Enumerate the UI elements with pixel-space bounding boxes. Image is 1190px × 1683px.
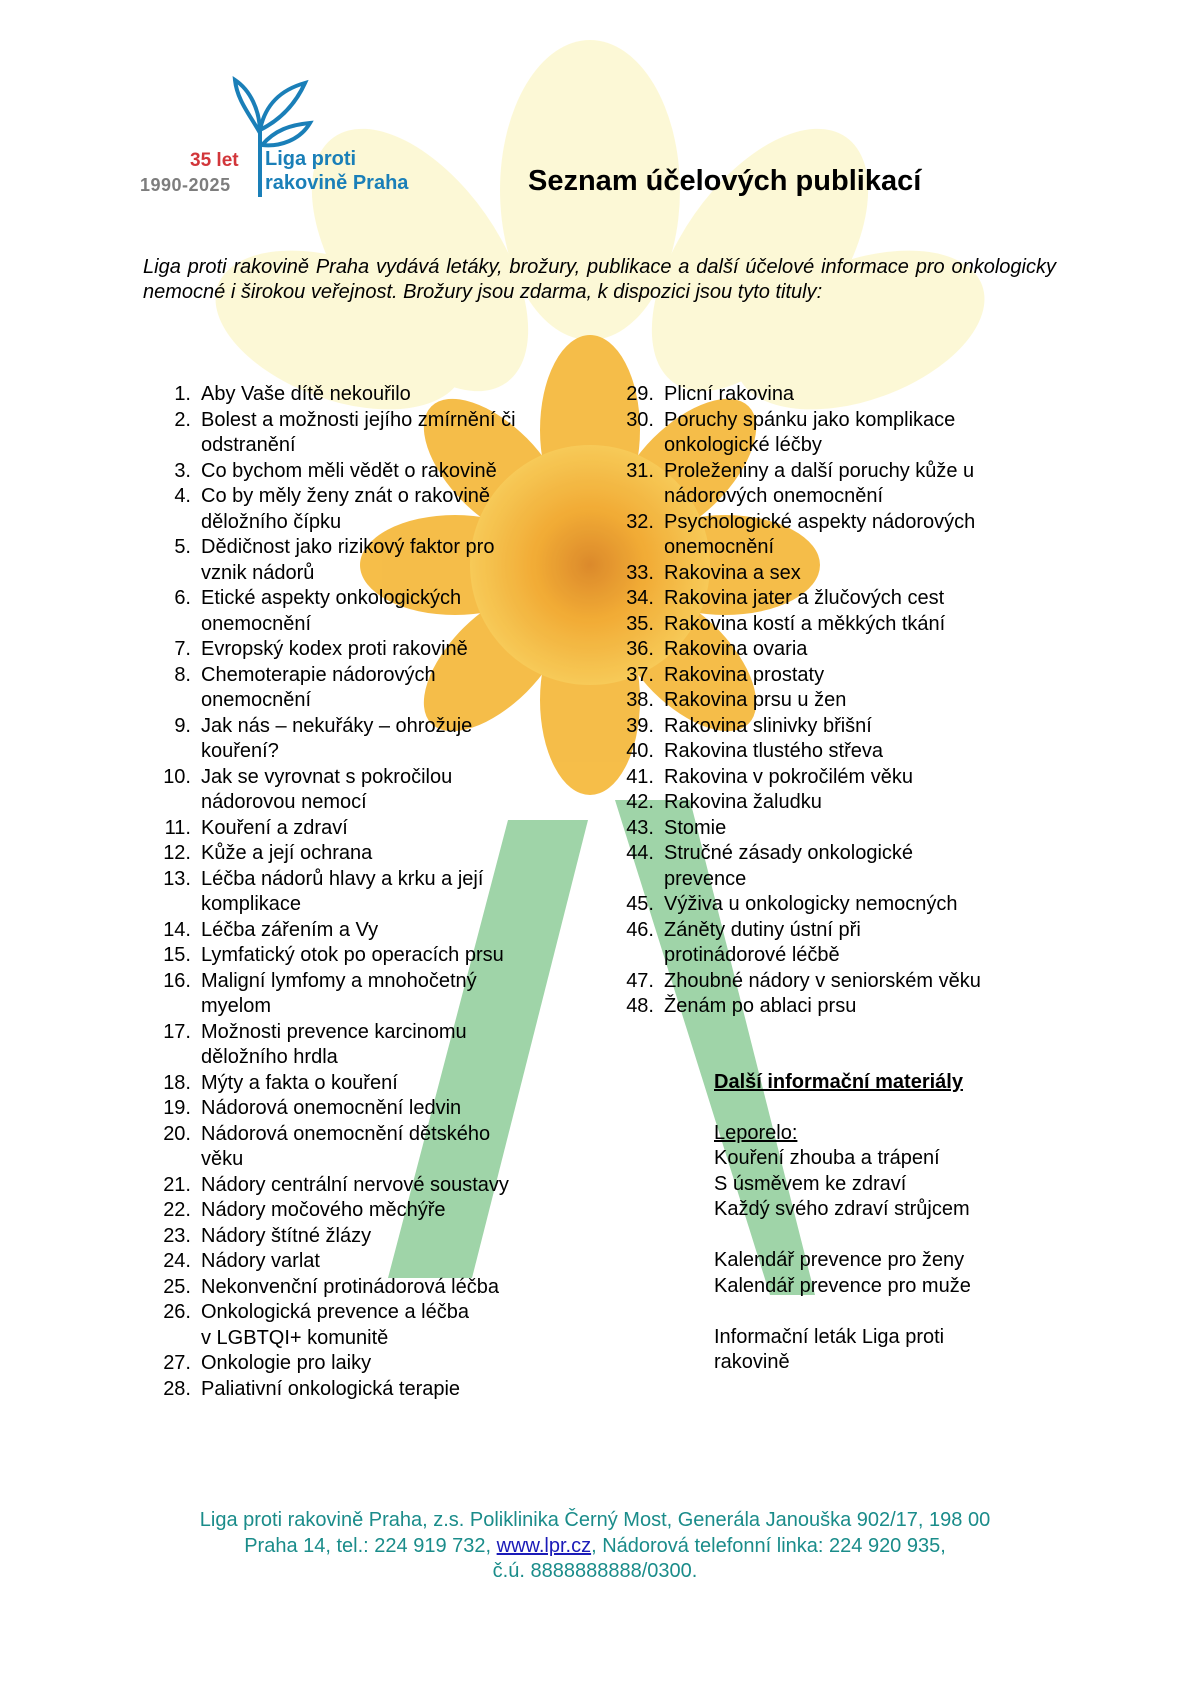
item-title: Nádory centrální nervové soustavy xyxy=(201,1173,509,1196)
item-title: Zhoubné nádory v seniorském věku xyxy=(664,969,981,992)
list-item xyxy=(611,663,981,689)
item-title: Evropský kodex proti rakovině xyxy=(201,638,468,660)
item-number: 23. xyxy=(163,1224,191,1247)
item-title: Výživa u onkologicky nemocných xyxy=(664,893,958,915)
list-item xyxy=(611,994,981,1020)
item-title: Rakovina žaludku xyxy=(664,791,822,813)
list-item xyxy=(611,765,981,791)
item-title: Proleženiny a další poruchy kůže u nádorových onemocnění xyxy=(664,459,975,507)
item-number: 22. xyxy=(163,1199,191,1221)
item-number: 20. xyxy=(163,1122,191,1145)
list-item xyxy=(611,969,981,995)
list-item xyxy=(148,408,516,459)
item-number: 12. xyxy=(163,842,191,864)
calendar-item: Kalendář prevence pro muže xyxy=(714,1274,971,1297)
item-title: Kouření a zdraví xyxy=(201,816,348,839)
list-item xyxy=(148,637,516,663)
list-item xyxy=(611,790,981,816)
item-title: Aby Vaše dítě nekouřilo xyxy=(201,383,411,405)
footer xyxy=(100,1508,1090,1585)
item-title: Nádory močového měchýře xyxy=(201,1199,446,1221)
list-item xyxy=(611,714,981,740)
list-item xyxy=(148,1173,516,1199)
item-title: Ženám po ablaci prsu xyxy=(664,995,857,1017)
list-item xyxy=(148,1300,516,1351)
item-number: 39. xyxy=(626,714,654,737)
item-number: 31. xyxy=(626,459,654,482)
item-number: 40. xyxy=(626,740,654,762)
item-title: Rakovina prsu u žen xyxy=(664,689,847,711)
leaflet-item: Informační leták Liga proti rakovině xyxy=(714,1325,945,1373)
item-number: 19. xyxy=(163,1097,191,1119)
item-title: Rakovina prostaty xyxy=(664,663,825,686)
list-item xyxy=(611,637,981,663)
item-number: 8. xyxy=(174,663,191,686)
calendar-item: Kalendář prevence pro ženy xyxy=(714,1249,965,1271)
item-number: 15. xyxy=(163,944,191,966)
list-item xyxy=(148,816,516,842)
item-title: Kůže a její ochrana xyxy=(201,842,373,864)
footer-contact xyxy=(100,1534,1090,1560)
anniversary-label: 35 let xyxy=(190,150,239,171)
item-number: 34. xyxy=(626,587,654,609)
item-title: Rakovina slinivky břišní xyxy=(664,714,872,737)
item-title: Léčba zářením a Vy xyxy=(201,918,379,941)
item-number: 17. xyxy=(163,1020,191,1043)
list-item xyxy=(611,816,981,842)
item-number: 6. xyxy=(174,587,191,609)
other-materials xyxy=(714,1070,971,1376)
item-number: 32. xyxy=(626,510,654,533)
list-item xyxy=(611,459,981,510)
item-number: 36. xyxy=(626,638,654,660)
item-number: 16. xyxy=(163,969,191,992)
item-title: Nádorová onemocnění ledvin xyxy=(201,1097,462,1119)
item-title: Dědičnost jako rizikový faktor pro vznik nádorů xyxy=(201,536,495,584)
leporelo-item: S úsměvem ke zdraví xyxy=(714,1172,907,1195)
list-item xyxy=(148,1249,516,1275)
item-title: Mýty a fakta o kouření xyxy=(201,1071,398,1094)
item-number: 10. xyxy=(163,765,191,788)
leporelo-item: Kouření zhouba a trápení xyxy=(714,1147,940,1169)
list-item xyxy=(148,943,516,969)
publication-list-left xyxy=(148,382,516,1402)
footer-account: č.ú. 8888888888/0300. xyxy=(492,1560,698,1582)
list-item xyxy=(148,382,516,408)
item-title: Nádorová onemocnění dětského věku xyxy=(201,1122,491,1170)
item-title: Paliativní onkologická terapie xyxy=(201,1377,461,1400)
item-title: Rakovina ovaria xyxy=(664,638,808,660)
list-item xyxy=(611,918,981,969)
publication-list-right xyxy=(611,382,981,1020)
item-title: Jak se vyrovnat s pokročilou nádorovou nemocí xyxy=(201,765,453,813)
list-item xyxy=(148,867,516,918)
list-item xyxy=(148,1351,516,1377)
item-number: 3. xyxy=(174,459,191,482)
item-number: 38. xyxy=(626,689,654,711)
item-number: 42. xyxy=(626,791,654,813)
list-item xyxy=(148,663,516,714)
item-number: 13. xyxy=(163,867,191,890)
list-item xyxy=(148,459,516,485)
list-item xyxy=(611,561,981,587)
list-item xyxy=(148,586,516,637)
list-item xyxy=(148,1020,516,1071)
item-title: Poruchy spánku jako komplikace onkologické léčby xyxy=(664,408,956,456)
item-title: Maligní lymfomy a mnohočetný myelom xyxy=(201,969,477,1017)
item-title: Co bychom měli vědět o rakovině xyxy=(201,459,497,482)
list-item xyxy=(148,765,516,816)
list-item xyxy=(148,969,516,1020)
item-number: 45. xyxy=(626,893,654,915)
item-number: 44. xyxy=(626,842,654,864)
list-item xyxy=(611,408,981,459)
item-title: Onkologie pro laiky xyxy=(201,1352,372,1374)
list-item xyxy=(611,586,981,612)
item-number: 46. xyxy=(626,918,654,941)
list-item xyxy=(611,612,981,638)
item-title: Co by měly ženy znát o rakovině děložního čípku xyxy=(201,485,491,533)
list-item xyxy=(148,1122,516,1173)
other-materials-heading: Další informační materiály xyxy=(714,1071,963,1093)
item-title: Jak nás – nekuřáky – ohrožuje kouření? xyxy=(201,714,473,762)
item-number: 37. xyxy=(626,663,654,686)
item-title: Stomie xyxy=(664,816,727,839)
item-number: 33. xyxy=(626,561,654,584)
list-item xyxy=(148,841,516,867)
item-title: Onkologická prevence a léčba v LGBTQI+ komunitě xyxy=(201,1301,469,1349)
leporelo-item: Každý svého zdraví strůjcem xyxy=(714,1198,970,1220)
logo-divider xyxy=(258,147,262,197)
item-number: 2. xyxy=(174,408,191,431)
list-item xyxy=(148,1071,516,1097)
item-number: 21. xyxy=(163,1173,191,1196)
intro-text: Liga proti rakovině Praha vydává letáky, brožury, publikace a další účelové informace pro onkologicky nemocné i širokou veřejnost. Brožury jsou zdarma, k dispozici jsou tyto tituly: xyxy=(143,256,1056,303)
item-title: Rakovina a sex xyxy=(664,561,801,584)
item-number: 47. xyxy=(626,969,654,992)
item-number: 27. xyxy=(163,1352,191,1374)
list-item xyxy=(611,382,981,408)
item-title: Bolest a možnosti jejího zmírnění či odstranění xyxy=(201,408,516,456)
item-number: 24. xyxy=(163,1250,191,1272)
item-number: 41. xyxy=(626,765,654,788)
item-number: 35. xyxy=(626,612,654,635)
item-title: Nádory štítné žlázy xyxy=(201,1224,372,1247)
list-item xyxy=(148,1096,516,1122)
organization-name: Liga proti rakovině Praha xyxy=(265,148,409,194)
list-item xyxy=(148,918,516,944)
item-title: Záněty dutiny ústní při protinádorové léčbě xyxy=(664,918,861,966)
list-item xyxy=(611,841,981,892)
list-item xyxy=(611,739,981,765)
item-title: Stručné zásady onkologické prevence xyxy=(664,842,914,890)
list-item xyxy=(148,1275,516,1301)
years-label: 1990-2025 xyxy=(140,175,231,195)
list-item xyxy=(148,484,516,535)
item-title: Plicní rakovina xyxy=(664,383,795,405)
page-title: Seznam účelových publikací xyxy=(528,165,922,197)
list-item xyxy=(611,688,981,714)
item-number: 25. xyxy=(163,1275,191,1298)
item-number: 26. xyxy=(163,1301,191,1323)
item-title: Nádory varlat xyxy=(201,1250,320,1272)
item-number: 7. xyxy=(174,638,191,660)
item-number: 4. xyxy=(174,485,191,507)
footer-phone: Praha 14, tel.: 224 919 732, xyxy=(244,1534,497,1557)
footer-hotline: , Nádorová telefonní linka: 224 920 935, xyxy=(591,1534,946,1557)
item-number: 5. xyxy=(174,536,191,558)
item-number: 43. xyxy=(626,816,654,839)
list-item xyxy=(611,892,981,918)
item-title: Rakovina tlustého střeva xyxy=(664,740,884,762)
item-number: 29. xyxy=(626,383,654,405)
item-title: Chemoterapie nádorových onemocnění xyxy=(201,663,436,711)
list-item xyxy=(148,535,516,586)
item-number: 28. xyxy=(163,1377,191,1400)
item-title: Etické aspekty onkologických onemocnění xyxy=(201,587,462,635)
list-item xyxy=(148,714,516,765)
leporelo-label: Leporelo: xyxy=(714,1121,798,1144)
website-link[interactable]: www.lpr.cz xyxy=(496,1534,592,1557)
item-number: 18. xyxy=(163,1071,191,1094)
item-title: Lymfatický otok po operacích prsu xyxy=(201,944,504,966)
item-title: Psychologické aspekty nádorových onemocnění xyxy=(664,510,976,558)
item-title: Rakovina jater a žlučových cest xyxy=(664,587,945,609)
list-item xyxy=(611,510,981,561)
list-item xyxy=(148,1198,516,1224)
logo xyxy=(130,75,430,215)
footer-address: Liga proti rakovině Praha, z.s. Poliklinika Černý Most, Generála Janouška 902/17, 198 00 xyxy=(199,1509,991,1531)
list-item xyxy=(148,1224,516,1250)
item-number: 11. xyxy=(164,816,191,839)
item-title: Rakovina kostí a měkkých tkání xyxy=(664,612,946,635)
item-title: Léčba nádorů hlavy a krku a její komplikace xyxy=(201,867,484,915)
item-number: 30. xyxy=(626,408,654,431)
item-title: Možnosti prevence karcinomu děložního hrdla xyxy=(201,1020,467,1068)
item-title: Nekonvenční protinádorová léčba xyxy=(201,1275,499,1298)
list-item xyxy=(148,1377,516,1403)
item-title: Rakovina v pokročilém věku xyxy=(664,765,913,788)
item-number: 1. xyxy=(174,383,191,405)
item-number: 9. xyxy=(174,714,191,737)
item-number: 48. xyxy=(626,995,654,1017)
item-number: 14. xyxy=(163,918,191,941)
